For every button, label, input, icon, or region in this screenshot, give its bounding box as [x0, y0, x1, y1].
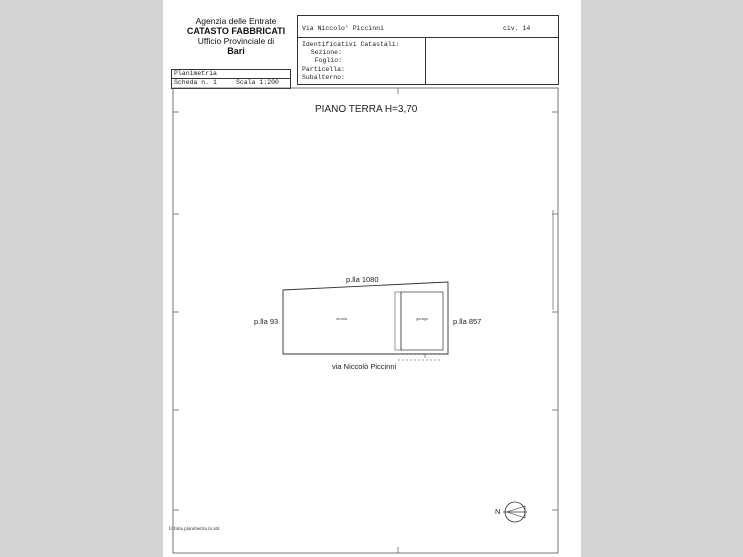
footer-note: Ultima planimetria in atti — [169, 527, 220, 532]
scale-bar-text: - - - - - — [556, 262, 561, 274]
plan-scheda: Scheda n. 1 — [174, 79, 217, 86]
room-main-label: strada — [336, 316, 348, 321]
floor-title: PIANO TERRA H=3,70 — [315, 104, 418, 115]
plan-label: Planimetria — [174, 70, 217, 77]
north-compass — [503, 502, 527, 522]
identifier-subalterno: Subalterno: — [302, 74, 345, 81]
garage-room — [401, 292, 443, 350]
neighbor-east: p.lla 857 — [453, 317, 482, 326]
identifiers-heading: Identificativi Catastali: — [302, 41, 400, 48]
office-subtitle: Ufficio Provinciale di — [197, 36, 275, 46]
neighbor-west: p.lla 93 — [254, 317, 279, 326]
identifier-foglio: Foglio: — [314, 57, 342, 64]
office-city: Bari — [227, 46, 245, 56]
frame-ticks — [173, 88, 558, 553]
identifier-particella: Particella: — [302, 66, 345, 73]
catasto-title: CATASTO FABBRICATI — [186, 26, 286, 36]
identifier-sezione: Sezione: — [310, 49, 342, 56]
agency-name: Agenzia delle Entrate — [195, 16, 277, 26]
room-garage-label: garage — [416, 316, 429, 321]
neighbor-north: p.lla 1080 — [346, 275, 379, 284]
address-street: Via Niccolo' Piccinni — [302, 25, 384, 32]
plan-scala: Scala 1:200 — [236, 79, 279, 86]
address-civ: civ. 14 — [503, 25, 531, 32]
street-label: via Niccolò Piccinni — [332, 362, 397, 371]
compass-n-label: N — [495, 507, 501, 516]
document-sheet — [163, 0, 581, 557]
drawing-frame — [173, 88, 558, 553]
